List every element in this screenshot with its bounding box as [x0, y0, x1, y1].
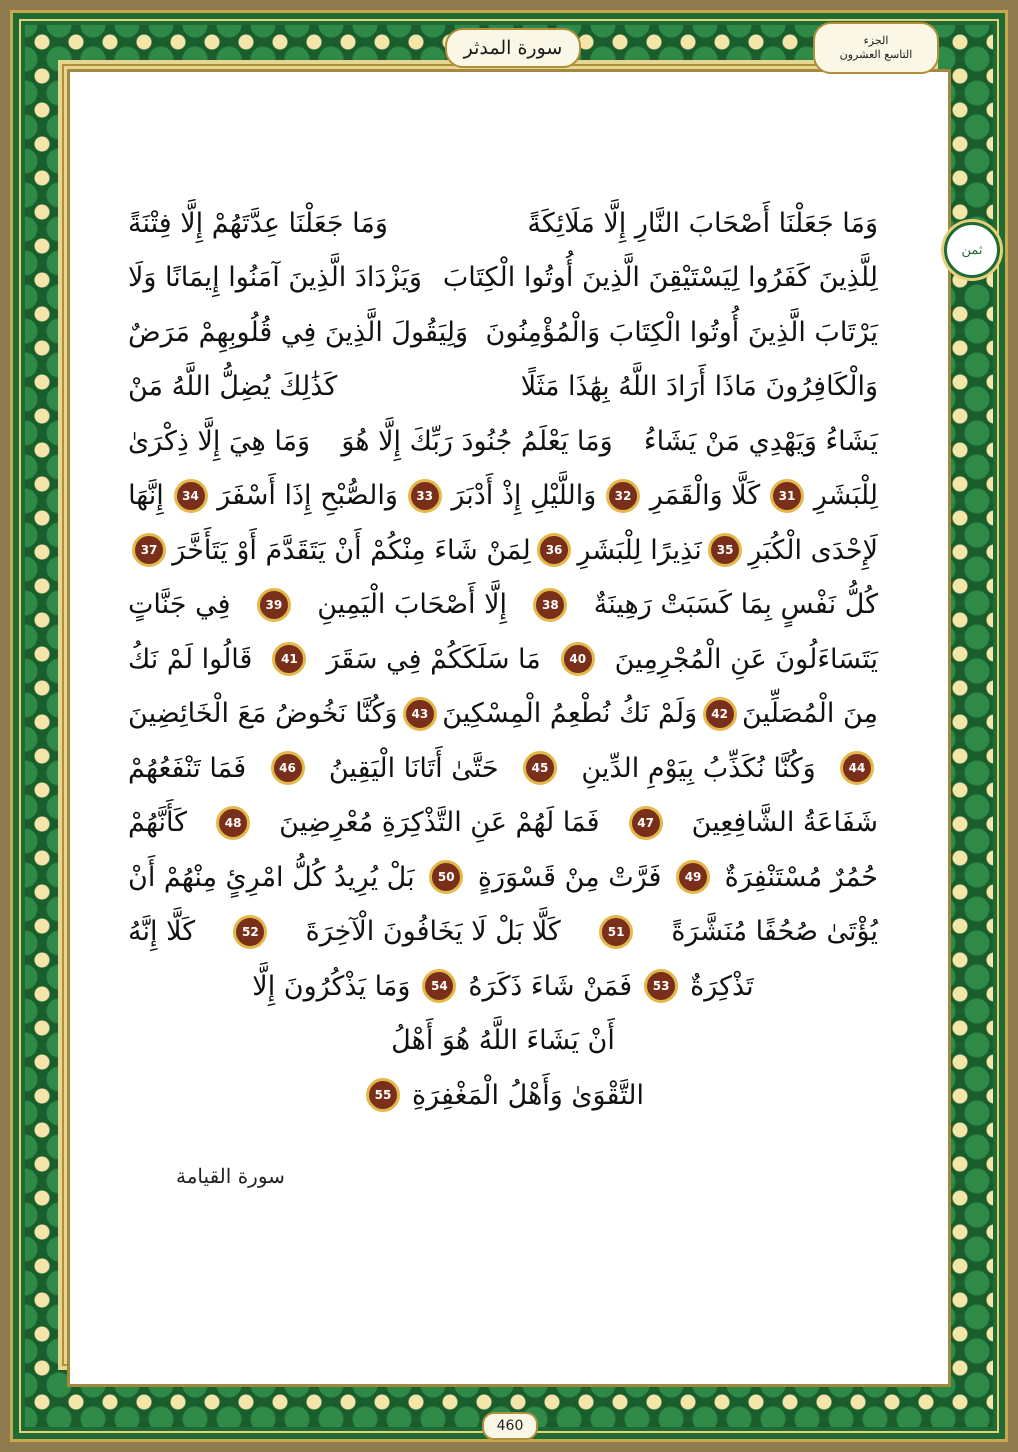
- text-line: [128, 251, 878, 306]
- verse-text: كَلَّا وَالْقَمَرِ: [649, 480, 761, 512]
- verse-text: بَلْ يُرِيدُ كُلُّ امْرِئٍ مِنْهُمْ أَنْ: [128, 861, 415, 893]
- ayah-number-marker: 51: [599, 915, 633, 949]
- ayah-number-marker: 48: [216, 806, 250, 840]
- verse-text: وَمَا يَذْكُرُونَ إِلَّا: [252, 970, 411, 1002]
- verse-text: فَرَّتْ مِنْ قَسْوَرَةٍ: [477, 861, 662, 893]
- verse-text: وَكُنَّا نَخُوضُ مَعَ الْخَائِضِينَ: [128, 698, 398, 730]
- text-line: [128, 305, 878, 360]
- verse-text: مَا سَلَكَكُمْ فِي سَقَرَ: [326, 643, 541, 675]
- ayah-number-marker: 54: [422, 969, 456, 1003]
- next-surah-label: سورة القيامة: [176, 1164, 285, 1188]
- ayah-number-marker: 44: [840, 751, 874, 785]
- ayah-number-marker: 42: [703, 697, 737, 731]
- surah-title: سورة المدثر: [463, 37, 563, 59]
- ayah-number-marker: 38: [533, 588, 567, 622]
- verse-text: وَلِيَقُولَ الَّذِينَ فِي قُلُوبِهِمْ مَرَضٌ: [128, 316, 469, 348]
- verse-text: قَالُوا لَمْ نَكُ: [128, 643, 253, 675]
- page-number: 460: [496, 1418, 524, 1434]
- ayah-number-marker: 53: [644, 969, 678, 1003]
- verse-text: وَمَا هِيَ إِلَّا ذِكْرَىٰ: [128, 425, 311, 457]
- surah-title-cartouche: [445, 28, 581, 68]
- text-line: [128, 360, 878, 415]
- juz-cartouche: [813, 22, 939, 74]
- ayah-number-marker: 45: [523, 751, 557, 785]
- verse-text: وَلَمْ نَكُ نُطْعِمُ الْمِسْكِينَ: [442, 698, 698, 730]
- text-line: [128, 523, 878, 578]
- page-number-badge: [482, 1412, 538, 1440]
- verse-text: كَأَنَّهُمْ: [128, 807, 188, 839]
- verse-text: لِلَّذِينَ كَفَرُوا لِيَسْتَيْقِنَ الَّذِينَ أُوتُوا الْكِتَابَ: [442, 262, 878, 294]
- verse-text: نَذِيرًا لِلْبَشَرِ: [577, 534, 702, 566]
- verse-text: فَمَا لَهُمْ عَنِ التَّذْكِرَةِ مُعْرِضِينَ: [279, 807, 600, 839]
- verse-text: وَاللَّيْلِ إِذْ أَدْبَرَ: [451, 480, 597, 512]
- ayah-number-marker: 47: [629, 806, 663, 840]
- text-line: [128, 414, 878, 469]
- ayah-number-marker: 34: [174, 479, 208, 513]
- verse-text: إِلَّا أَصْحَابَ الْيَمِينِ: [317, 589, 508, 621]
- quran-text: [128, 196, 878, 1123]
- text-line: [128, 469, 878, 524]
- verse-text: وَكُنَّا نُكَذِّبُ بِيَوْمِ الدِّينِ: [581, 752, 816, 784]
- text-line: [128, 1068, 878, 1123]
- verse-text: إِنَّهَا: [128, 480, 164, 512]
- verse-text: فِي جَنَّاتٍ: [128, 589, 231, 621]
- verse-text: كُلُّ نَفْسٍ بِمَا كَسَبَتْ رَهِينَةٌ: [593, 589, 878, 621]
- text-line: [128, 1014, 878, 1069]
- text-line: [128, 959, 878, 1014]
- verse-text: حُمُرٌ مُسْتَنْفِرَةٌ: [724, 861, 878, 893]
- ayah-number-marker: 37: [132, 533, 166, 567]
- text-line: [128, 850, 878, 905]
- verse-text: وَيَزْدَادَ الَّذِينَ آمَنُوا إِيمَانًا وَلَا: [128, 262, 422, 294]
- verse-text: مِنَ الْمُصَلِّينَ: [742, 698, 878, 730]
- juz-label: الجزء: [863, 34, 889, 47]
- ayah-number-marker: 31: [770, 479, 804, 513]
- verse-text: يَرْتَابَ الَّذِينَ أُوتُوا الْكِتَابَ وَالْمُؤْمِنُونَ: [485, 316, 878, 348]
- text-line: [128, 196, 878, 251]
- verse-text: وَالْكَافِرُونَ مَاذَا أَرَادَ اللَّهُ بِهَٰذَا مَثَلًا: [520, 371, 878, 403]
- text-line: [128, 905, 878, 960]
- ayah-number-marker: 40: [561, 642, 595, 676]
- ayah-number-marker: 52: [233, 915, 267, 949]
- ayah-number-marker: 46: [271, 751, 305, 785]
- verse-text: وَمَا يَعْلَمُ جُنُودَ رَبِّكَ إِلَّا هُوَ: [341, 425, 613, 457]
- ayah-number-marker: 35: [708, 533, 742, 567]
- verse-text: يُؤْتَىٰ صُحُفًا مُنَشَّرَةً: [671, 916, 878, 948]
- verse-text: يَتَسَاءَلُونَ عَنِ الْمُجْرِمِينَ: [614, 643, 878, 675]
- verse-text: لِمَنْ شَاءَ مِنْكُمْ أَنْ يَتَقَدَّمَ أَوْ يَتَأَخَّرَ: [172, 534, 531, 566]
- text-line: [128, 741, 878, 796]
- hizb-marker: [944, 222, 1000, 278]
- text-line: [128, 578, 878, 633]
- text-line: [128, 796, 878, 851]
- ayah-number-marker: 33: [408, 479, 442, 513]
- verse-text: وَالصُّبْحِ إِذَا أَسْفَرَ: [217, 480, 398, 512]
- verse-text: كَلَّا بَلْ لَا يَخَافُونَ الْآخِرَةَ: [305, 916, 561, 948]
- ayah-number-marker: 50: [429, 860, 463, 894]
- verse-text: شَفَاعَةُ الشَّافِعِينَ: [691, 807, 878, 839]
- ayah-number-marker: 39: [257, 588, 291, 622]
- ayah-number-marker: 49: [676, 860, 710, 894]
- hizb-label: ثمن: [961, 242, 983, 258]
- verse-text: تَذْكِرَةٌ: [690, 970, 754, 1002]
- ayah-number-marker: 32: [606, 479, 640, 513]
- juz-number: التاسع العشرون: [839, 48, 913, 61]
- ayah-number-marker: 55: [366, 1078, 400, 1112]
- verse-text: أَنْ يَشَاءَ اللَّهُ هُوَ أَهْلُ: [391, 1025, 615, 1057]
- ayah-number-marker: 36: [537, 533, 571, 567]
- text-line: [128, 687, 878, 742]
- verse-text: يَشَاءُ وَيَهْدِي مَنْ يَشَاءُ: [643, 425, 878, 457]
- verse-text: التَّقْوَىٰ وَأَهْلُ الْمَغْفِرَةِ: [411, 1079, 645, 1111]
- verse-text: كَذَٰلِكَ يُضِلُّ اللَّهُ مَنْ: [128, 371, 338, 403]
- verse-text: فَمَنْ شَاءَ ذَكَرَهُ: [468, 970, 633, 1002]
- verse-text: لَإِحْدَى الْكُبَرِ: [748, 534, 878, 566]
- text-line: [128, 632, 878, 687]
- verse-text: لِلْبَشَرِ: [813, 480, 878, 512]
- ayah-number-marker: 43: [403, 697, 437, 731]
- ayah-number-marker: 41: [272, 642, 306, 676]
- verse-text: وَمَا جَعَلْنَا عِدَّتَهُمْ إِلَّا فِتْنَةً: [128, 207, 388, 239]
- verse-text: وَمَا جَعَلْنَا أَصْحَابَ النَّارِ إِلَّا مَلَائِكَةً: [527, 207, 878, 239]
- verse-text: حَتَّىٰ أَتَانَا الْيَقِينُ: [328, 752, 499, 784]
- verse-text: كَلَّا إِنَّهُ: [128, 916, 196, 948]
- verse-text: فَمَا تَنْفَعُهُمْ: [128, 752, 247, 784]
